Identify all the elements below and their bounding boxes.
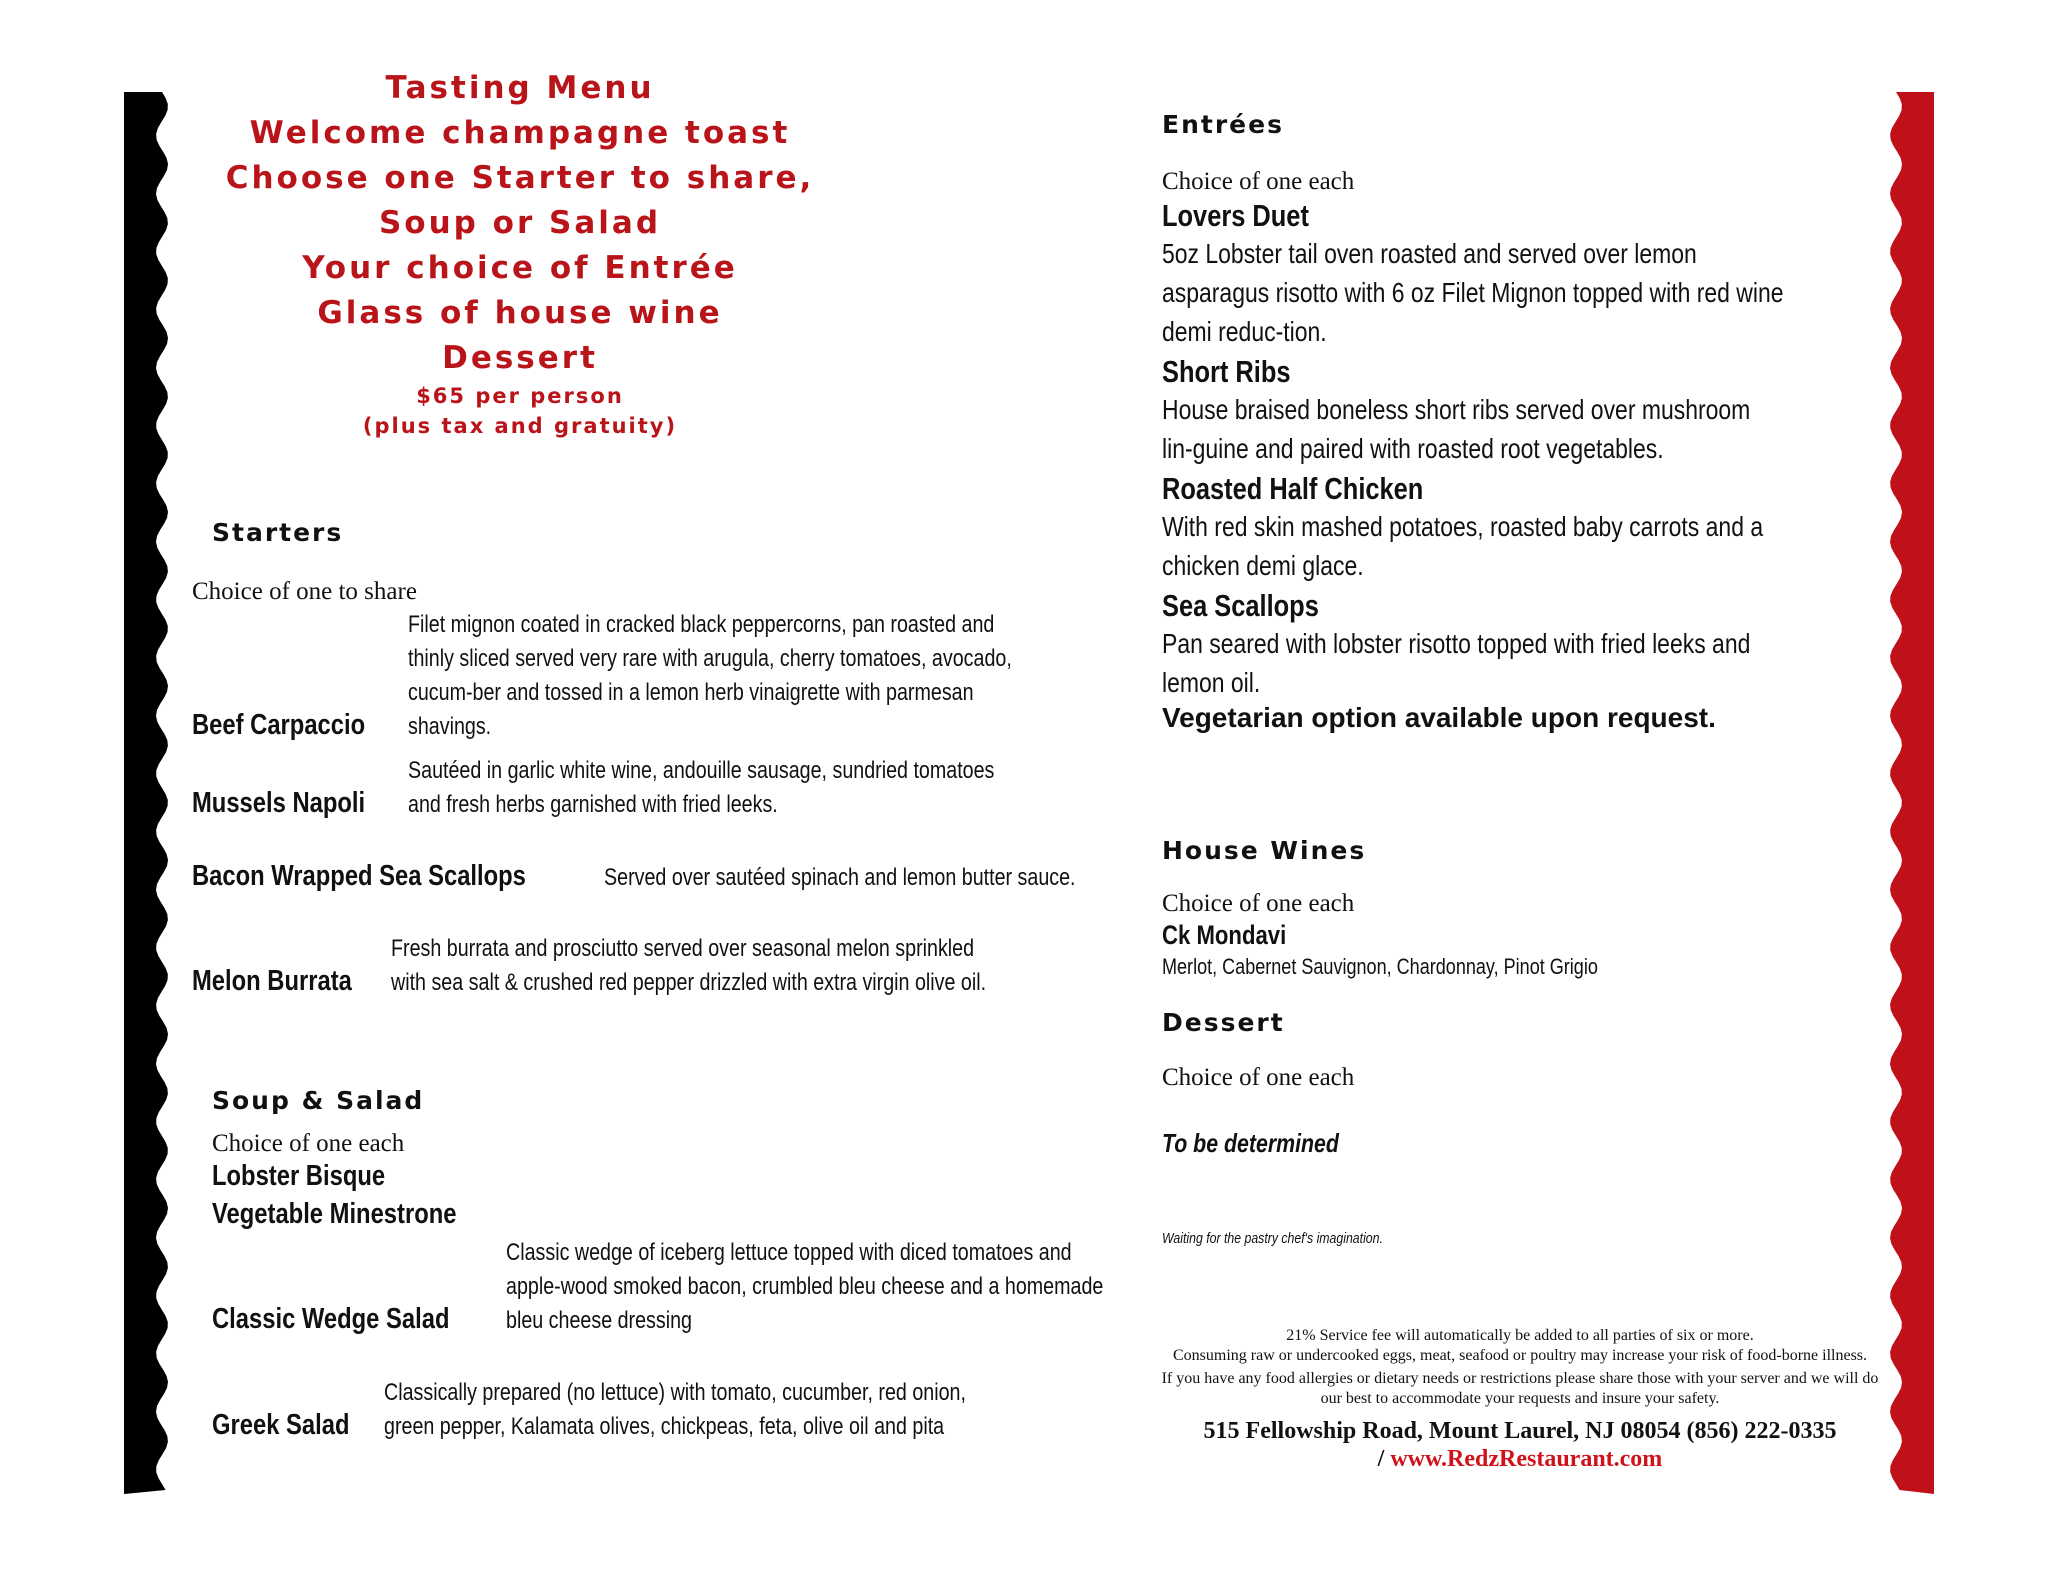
item-name: Greek Salad <box>212 1409 350 1441</box>
soup-salad-choice: Choice of one each <box>212 1130 405 1157</box>
menu-item <box>1162 588 2048 702</box>
pastry-note-text: Waiting for the pastry chef's imagination. <box>1162 1230 1383 1247</box>
item-name: Melon Burrata <box>192 965 352 997</box>
menu-item <box>192 608 1168 744</box>
header-line-champagne: Welcome champagne toast <box>249 115 791 151</box>
black-wave-border <box>124 92 170 1494</box>
menu-item <box>1162 920 2048 983</box>
item-description: House braised boneless short ribs served over mushroom lin-guine and paired with roasted root vegetables. <box>1162 394 1751 464</box>
menu-item <box>1162 198 2048 351</box>
item-name: Ck Mondavi <box>1162 920 1287 950</box>
house-wines-choice: Choice of one each <box>1162 890 1355 917</box>
house-wines-heading: House Wines <box>1162 836 1367 865</box>
item-description: 5oz Lobster tail oven roasted and served over lemon asparagus risotto with 6 oz Filet Mignon topped with red wine demi reduc-tion. <box>1162 238 1784 347</box>
item-name: Short Ribs <box>1162 354 1291 389</box>
menu-footer <box>1160 1326 1880 1473</box>
dessert-choice: Choice of one each <box>1162 1064 1355 1091</box>
item-name: Vegetable Minestrone <box>212 1198 457 1230</box>
starters-heading: Starters <box>212 518 344 547</box>
item-name: Lovers Duet <box>1162 198 1309 233</box>
menu-item <box>212 1376 1144 1444</box>
raw-food-warning: Consuming raw or undercooked eggs, meat, seafood or poultry may increase your risk of food-borne illness. <box>1172 1347 1868 1364</box>
item-description: Sautéed in garlic white wine, andouille sausage, sundried tomatoes and fresh herbs garnished with fried leeks. <box>407 757 994 818</box>
item-description: Classic wedge of iceberg lettuce topped with diced tomatoes and apple-wood smoked bacon, crumbled bleu cheese and a homemade bleu cheese dressing <box>506 1239 1104 1334</box>
starters-choice: Choice of one to share <box>192 578 417 605</box>
menu-item <box>1162 471 2048 585</box>
dessert-heading: Dessert <box>1162 1008 1285 1037</box>
item-name: Sea Scallops <box>1162 588 1319 623</box>
menu-item <box>192 754 1168 822</box>
menu-item <box>212 1236 1266 1338</box>
menu-item <box>1162 354 2048 468</box>
dessert-tbd-text: To be determined <box>1162 1128 1339 1158</box>
allergy-note: If you have any food allergies or dietary needs or restrictions please share those with your server and we will do our best to accommodate your requests and insure your safety. <box>1161 1370 1879 1407</box>
header-line-soup-salad: Soup or Salad <box>378 205 662 241</box>
service-fee-note: 21% Service fee will automatically be added to all parties of six or more. <box>1286 1327 1754 1344</box>
item-description: Pan seared with lobster risotto topped with fried leeks and lemon oil. <box>1162 628 1751 698</box>
header-line-wine: Glass of house wine <box>317 295 723 331</box>
item-name: Bacon Wrapped Sea Scallops <box>192 860 526 892</box>
header-line-dessert: Dessert <box>442 340 598 376</box>
separator: / <box>1377 1446 1385 1472</box>
item-description: Fresh burrata and prosciutto served over seasonal melon sprinkled with sea salt & crushed red pepper drizzled with extra virgin olive oil. <box>391 935 987 996</box>
wine-varietals: Merlot, Cabernet Sauvignon, Chardonnay, Pinot Grigio <box>1162 954 1598 979</box>
header-line-starter: Choose one Starter to share, <box>225 160 815 196</box>
dessert-tbd <box>1162 1128 1378 1159</box>
pastry-note <box>1162 1230 1431 1247</box>
menu-item <box>212 1160 423 1193</box>
price-note: (plus tax and gratuity) <box>362 414 678 438</box>
price: $65 per person <box>416 384 624 408</box>
address-phone: 515 Fellowship Road, Mount Laurel, NJ 08054 (856) 222-0335 <box>1203 1418 1837 1444</box>
restaurant-contact <box>1160 1417 1880 1473</box>
item-name: Lobster Bisque <box>212 1160 386 1192</box>
entrees-heading: Entrées <box>1162 110 1284 139</box>
tasting-menu-header <box>190 66 850 441</box>
menu-item <box>192 932 1151 1000</box>
item-description: With red skin mashed potatoes, roasted baby carrots and a chicken demi glace. <box>1162 511 1764 581</box>
soup-salad-heading: Soup & Salad <box>212 1086 425 1115</box>
entrees-choice: Choice of one each <box>1162 168 1355 195</box>
item-description: Served over sautéed spinach and lemon butter sauce. <box>603 864 1076 891</box>
left-decorative-stripe <box>124 92 170 1494</box>
item-description: Classically prepared (no lettuce) with tomato, cucumber, red onion, green pepper, Kalamata olives, chickpeas, feta, olive oil and pita <box>384 1379 967 1440</box>
menu-title: Tasting Menu <box>385 70 655 106</box>
item-name: Beef Carpaccio <box>192 709 366 741</box>
vegetarian-note: Vegetarian option available upon request. <box>1162 702 1716 733</box>
item-name: Roasted Half Chicken <box>1162 471 1424 506</box>
item-name: Classic Wedge Salad <box>212 1303 450 1335</box>
item-name: Mussels Napoli <box>192 787 366 819</box>
item-description: Filet mignon coated in cracked black peppercorns, pan roasted and thinly sliced served very rare with arugula, cherry tomatoes, avocado, cucum-ber and tossed in a lemon herb vinaigrette with parmesan shavings. <box>407 611 1012 740</box>
website-link[interactable]: www.RedzRestaurant.com <box>1390 1446 1663 1472</box>
menu-item <box>212 1198 510 1231</box>
header-line-entree: Your choice of Entrée <box>302 250 738 286</box>
